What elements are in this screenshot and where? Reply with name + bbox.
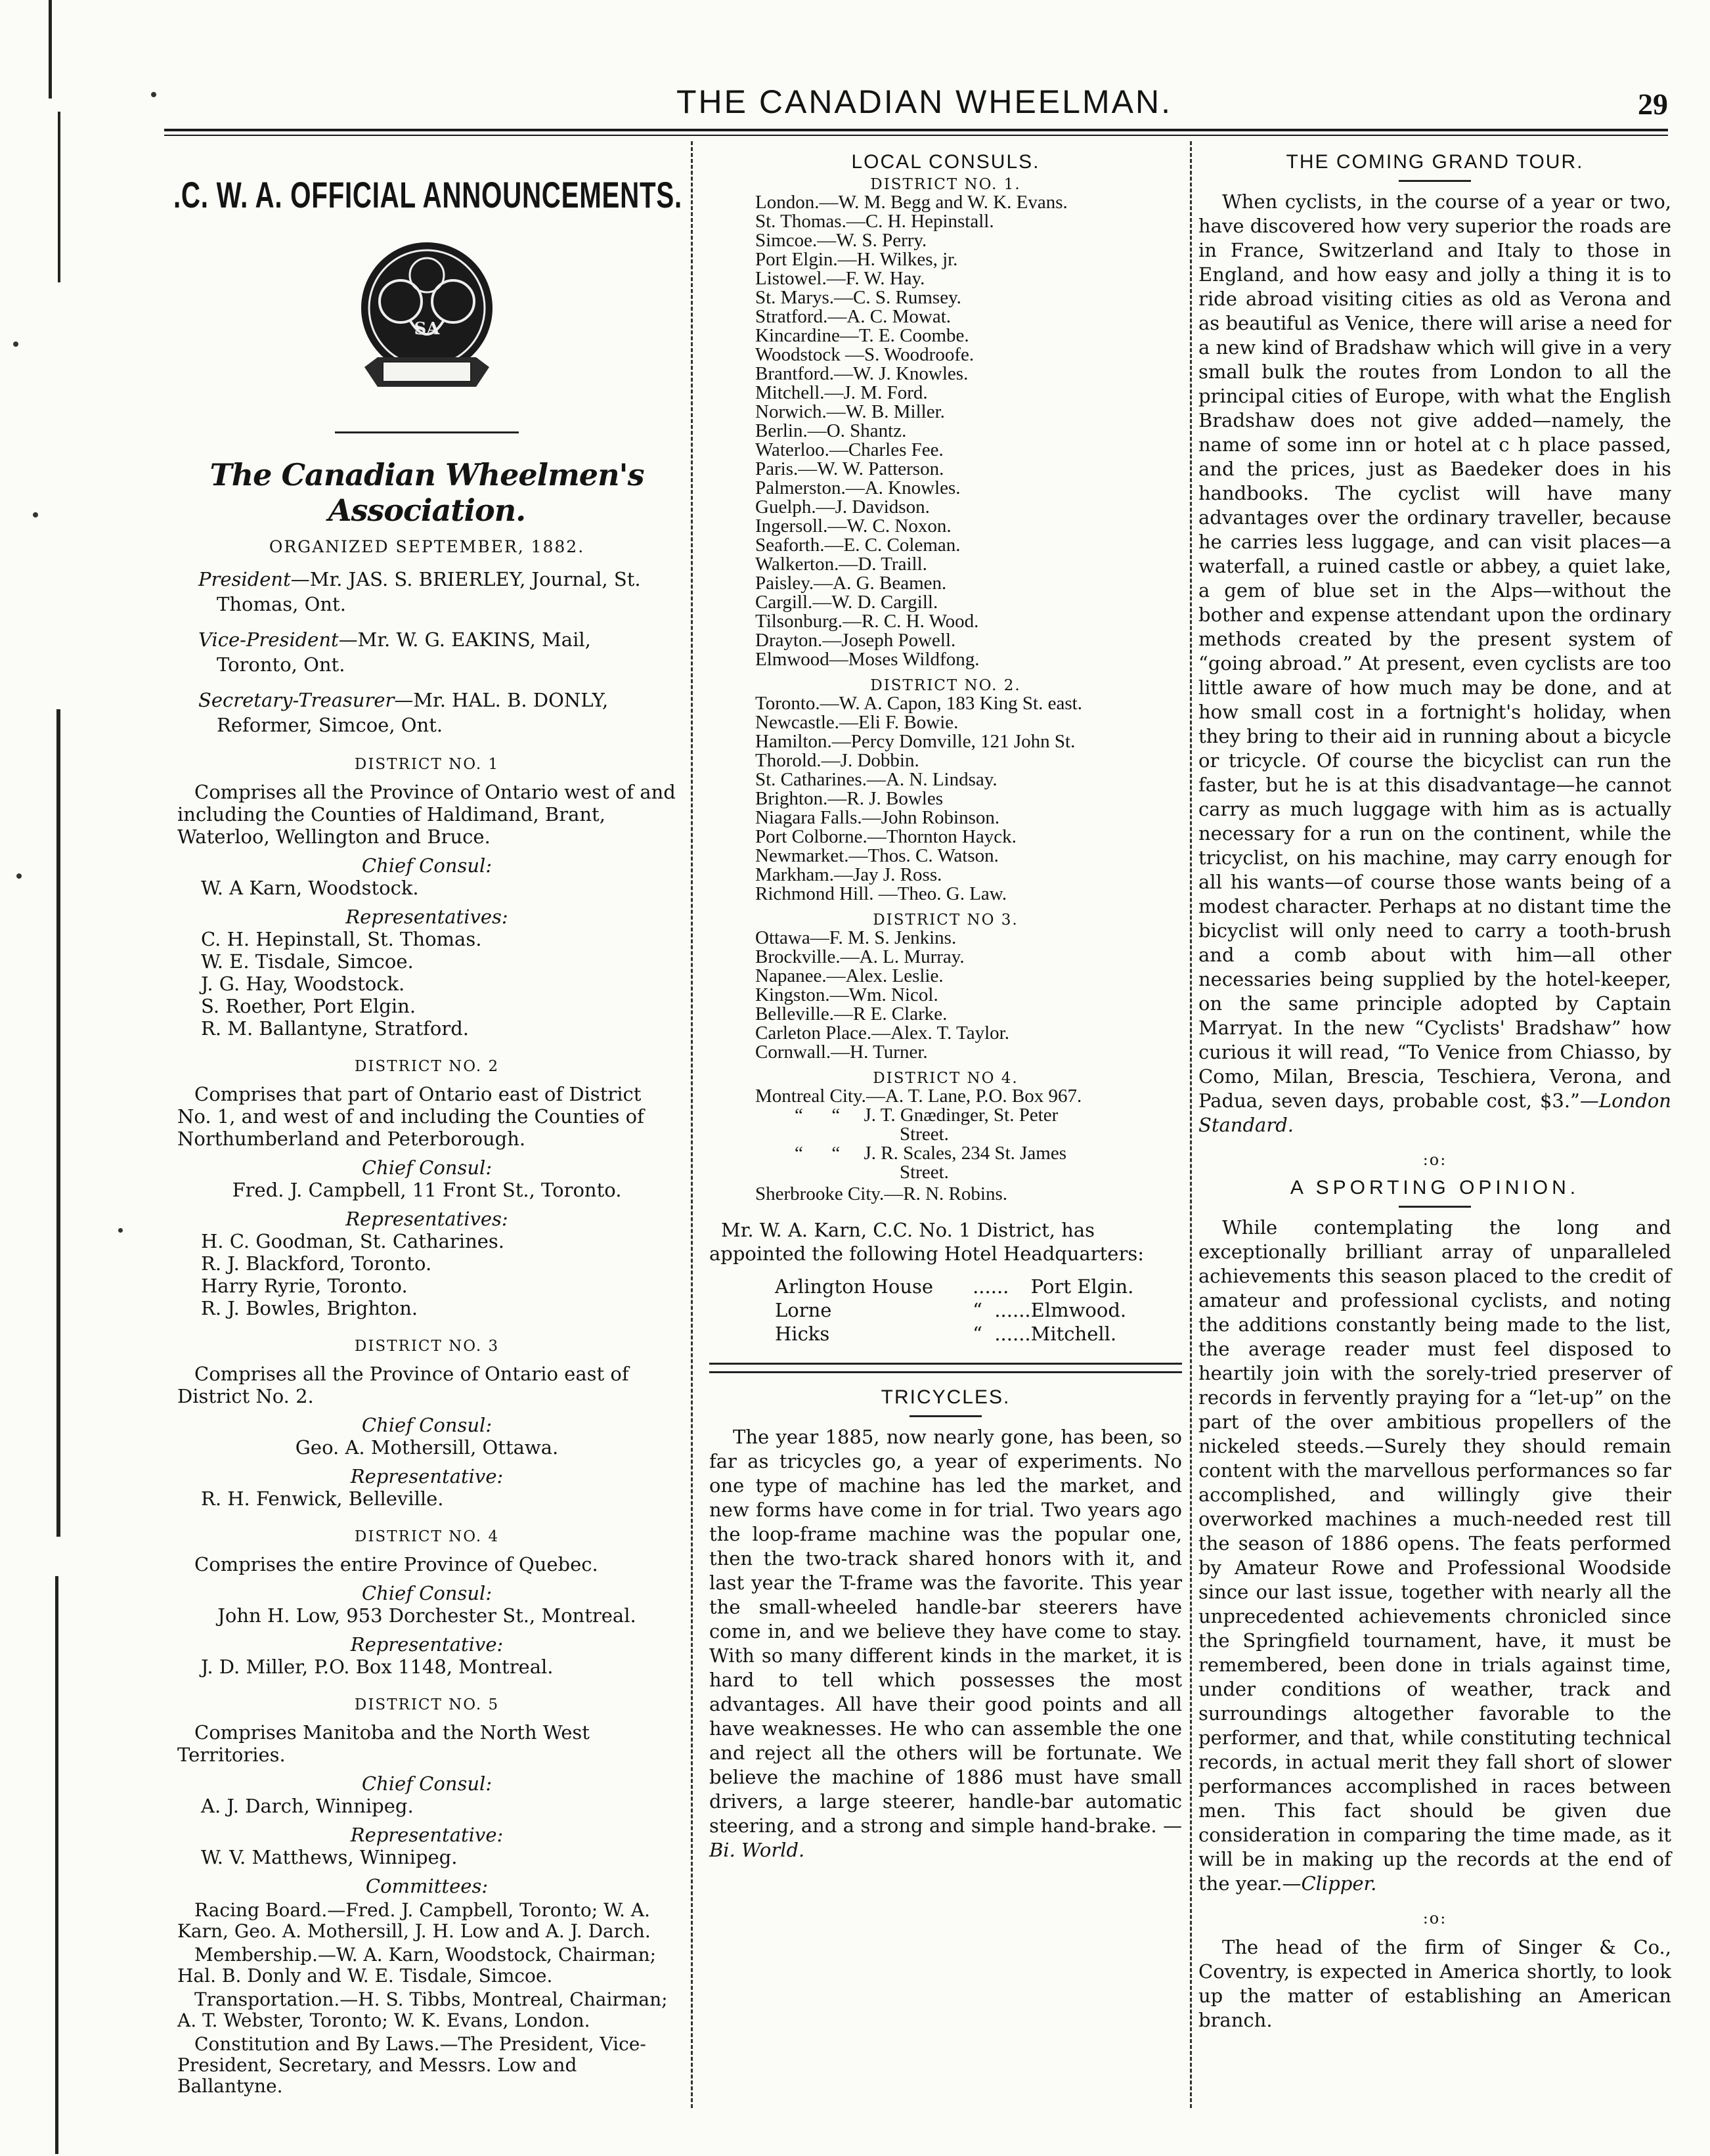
representative: R. H. Fenwick, Belleville.	[201, 1487, 444, 1510]
consul-entry: Guelph.—J. Davidson.	[755, 496, 930, 517]
officer-title: President	[198, 568, 291, 590]
consul-entry: Norwich.—W. B. Miller.	[755, 401, 945, 422]
consul-entry: Hamilton.—Percy Domville, 121 John St.	[755, 731, 1076, 752]
consul-entry: Cargill.—W. D. Cargill.	[755, 592, 938, 613]
consul-entry: Paris.—W. W. Patterson.	[755, 458, 944, 479]
representative: J. G. Hay, Woodstock.	[201, 973, 405, 995]
representatives-label: Representative:	[350, 1465, 504, 1487]
representative: H. C. Goodman, St. Catharines.	[201, 1230, 505, 1252]
consul-entry: Montreal City.—A. T. Lane, P.O. Box 967.	[755, 1086, 1082, 1107]
chief-consul: Geo. A. Mothersill, Ottawa.	[295, 1436, 559, 1459]
chief-consul: Fred. J. Campbell, 11 Front St., Toronto.	[232, 1179, 622, 1201]
hotel-row	[775, 1275, 1133, 1298]
article-source: —Bi. World.	[709, 1815, 1183, 1861]
consul-entry: “ “ J. R. Scales, 234 St. James	[795, 1143, 1067, 1164]
consul-entry: Palmerston.—A. Knowles.	[755, 477, 961, 498]
district-heading: DISTRICT NO 4.	[873, 1070, 1019, 1087]
consul-entry: Brantford.—W. J. Knowles.	[755, 363, 969, 384]
left-column	[173, 151, 682, 2097]
consul-entry: St. Thomas.—C. H. Hepinstall.	[755, 211, 994, 232]
hotel-table	[775, 1275, 1133, 1346]
singer-notice: The head of the firm of Singer & Co., Coventry, is expected in America shortly, to look up the matter of establishing an American branch.	[1198, 1936, 1671, 2031]
district-3	[177, 1338, 676, 1510]
consul-entry: Drayton.—Joseph Powell.	[755, 630, 956, 651]
article-source: —London Standard.	[1198, 1089, 1671, 1136]
district-comprises: Comprises Manitoba and the North West Territories.	[177, 1721, 590, 1766]
consul-entry: Newcastle.—Eli F. Bowie.	[755, 712, 959, 733]
district-heading: DISTRICT NO. 2.	[870, 677, 1021, 694]
district-heading: DISTRICT NO 3.	[873, 912, 1019, 929]
masthead-rule	[164, 129, 1668, 131]
announcements-heading: .C. W. A. OFFICIAL ANNOUNCEMENTS.	[173, 174, 682, 215]
representative: S. Roether, Port Elgin.	[201, 995, 416, 1017]
edge-dot	[13, 341, 18, 347]
edge-line	[58, 112, 60, 282]
officer-text: —Mr. HAL. B. DONLY, Reformer, Simcoe, Ont.	[217, 689, 609, 736]
consul-entry: Sherbrooke City.—R. N. Robins.	[755, 1183, 1007, 1204]
chief-consul-label: Chief Consul:	[361, 1582, 493, 1604]
officer-vice-president	[177, 627, 676, 677]
consul-entry-cont: Street.	[900, 1124, 949, 1145]
committees-label: Committees:	[365, 1875, 489, 1897]
district-comprises: Comprises that part of Ontario east of District No. 1, and west of and including the Counties of Northumberland and Peterborough.	[177, 1083, 644, 1150]
district-heading: DISTRICT NO. 1	[354, 756, 500, 773]
consul-entry: Port Colborne.—Thornton Hayck.	[755, 826, 1017, 847]
column-divider	[1190, 141, 1192, 2108]
hotel-dots: “ ......	[973, 1323, 1031, 1345]
consul-entry: Berlin.—O. Shantz.	[755, 420, 907, 441]
district-comprises: Comprises the entire Province of Quebec.	[194, 1553, 598, 1575]
hotel-place: Mitchell.	[1030, 1323, 1117, 1345]
consul-entry: Carleton Place.—Alex. T. Taylor.	[755, 1023, 1009, 1044]
chief-consul: John H. Low, 953 Dorchester St., Montreal.	[217, 1604, 636, 1627]
representative: C. H. Hepinstall, St. Thomas.	[201, 928, 482, 950]
edge-line	[55, 1576, 58, 2154]
consul-entry: Niagara Falls.—John Robinson.	[755, 807, 1000, 828]
local-consuls-title: LOCAL CONSULS.	[851, 151, 1040, 173]
cwa-logo	[177, 236, 676, 413]
representatives-label: Representatives:	[345, 906, 508, 928]
article-text: While contemplating the long and exceptionally brilliant array of unparalleled achievements this season placed to the credit of amateur and professional cyclists, and noting the additions constantly being made to the list, the average reader must feel disposed to heartily join with the sorely-tried preserver of records in fervently praying for a “let-up” on the part of the over ambitious propellers of the nickeled steeds.—Surely they should remain content with the marvellous performances so far accomplished, and willingly give their overworked machines a much-needed rest till the season of 1886 opens. The feats performed by Amateur Rowe and Professional Woodside since our last issue, together with nearly all the unprecedented achievements chronicled since the Springfield tournament, have, it must be remembered, been done in trials against time, under conditions of weather, track and surroundings altogether favorable to the performer, and that, while constituting technical records, in actual merit they fall short of slower performances accomplished in races between men. This fact should be given due consideration in comparing the time made, as it will be in making up the records at the end of the year.	[1198, 1216, 1671, 1895]
chief-consul-label: Chief Consul:	[361, 854, 493, 877]
middle-column	[709, 151, 1182, 1862]
consul-list-district-1	[709, 193, 1182, 669]
consul-entry: Ottawa—F. M. S. Jenkins.	[755, 927, 957, 948]
consul-list-district-2	[709, 694, 1182, 904]
representative: R. J. Bowles, Brighton.	[201, 1297, 418, 1319]
tricycles-title: TRICYCLES.	[881, 1386, 1011, 1408]
wheel-emblem-icon	[351, 236, 502, 407]
officer-title: Vice-President	[198, 628, 339, 651]
consul-entry-cont: Street.	[900, 1162, 949, 1183]
sporting-opinion-title: A SPORTING OPINION.	[1290, 1177, 1580, 1199]
divider	[335, 431, 519, 433]
consul-entry: Kincardine—T. E. Coombe.	[755, 325, 969, 346]
consul-entry: Cornwall.—H. Turner.	[755, 1042, 928, 1063]
consul-entry: Belleville.—R E. Clarke.	[755, 1003, 948, 1024]
edge-dot	[33, 512, 38, 517]
district-4	[177, 1528, 676, 1678]
grand-tour-article	[1198, 190, 1671, 1137]
consul-entry: Newmarket.—Thos. C. Watson.	[755, 845, 999, 866]
consul-entry: St. Marys.—C. S. Rumsey.	[755, 287, 961, 308]
consul-entry: Napanee.—Alex. Leslie.	[755, 965, 944, 986]
hotel-dots: “ ......	[973, 1299, 1031, 1321]
page-number: 29	[1638, 87, 1668, 121]
chief-consul-label: Chief Consul:	[361, 1156, 493, 1179]
consul-entry: Brighton.—R. J. Bowles	[755, 788, 943, 809]
representative: R. M. Ballantyne, Stratford.	[201, 1017, 469, 1040]
district-heading: DISTRICT NO. 3	[354, 1338, 500, 1355]
consul-entry: Markham.—Jay J. Ross.	[755, 864, 942, 885]
svg-text:SA: SA	[414, 319, 440, 339]
representatives-label: Representative:	[350, 1824, 504, 1846]
district-5	[177, 1696, 676, 1868]
consul-entry: Kingston.—Wm. Nicol.	[755, 984, 938, 1005]
hotel-row	[775, 1322, 1133, 1346]
officer-text: —Mr. W. G. EAKINS, Mail, Toronto, Ont.	[217, 628, 591, 676]
hotel-place: Elmwood.	[1030, 1299, 1127, 1321]
district-2	[177, 1058, 676, 1319]
masthead-title: THE CANADIAN WHEELMAN.	[676, 83, 1172, 120]
edge-dot	[118, 1228, 123, 1233]
chief-consul: A. J. Darch, Winnipeg.	[201, 1795, 414, 1817]
right-column	[1198, 151, 1671, 2033]
separator: :o:	[1422, 1151, 1447, 1169]
consul-list-district-3	[709, 929, 1182, 1062]
separator: :o:	[1422, 1909, 1447, 1927]
consul-entry: Elmwood—Moses Wildfong.	[755, 649, 980, 670]
consul-entry: Tilsonburg.—R. C. H. Wood.	[755, 611, 979, 632]
hotel-place: Port Elgin.	[1030, 1275, 1134, 1298]
hotel-intro: Mr. W. A. Karn, C.C. No. 1 District, has appointed the following Hotel Headquarters:	[709, 1219, 1144, 1265]
consul-entry: Brockville.—A. L. Murray.	[755, 946, 965, 967]
organized-date: ORGANIZED SEPTEMBER, 1882.	[269, 537, 585, 556]
committee-racing-board: Racing Board.—Fred. J. Campbell, Toronto; W. A. Karn, Geo. A. Mothersill, J. H. Low and A. J. Darch.	[177, 1899, 651, 1942]
column-divider	[691, 141, 693, 2108]
representative: W. E. Tisdale, Simcoe.	[201, 950, 414, 973]
section-divider	[709, 1363, 1182, 1373]
district-heading: DISTRICT NO. 4	[354, 1528, 500, 1545]
consul-entry: Simcoe.—W. S. Perry.	[755, 230, 927, 251]
district-heading: DISTRICT NO. 5	[354, 1696, 500, 1713]
consul-entry: Richmond Hill. —Theo. G. Law.	[755, 883, 1007, 904]
divider	[1399, 1206, 1471, 1208]
representative: Harry Ryrie, Toronto.	[201, 1275, 408, 1297]
sporting-opinion-article	[1198, 1216, 1671, 1896]
consul-entry: Listowel.—F. W. Hay.	[755, 268, 925, 289]
article-text: When cyclists, in the course of a year or two, have discovered how very superior the roads are in France, Switzerland and Italy to those in England, and how easy and jolly a thing it is to ride abroad visiting cities as old as Verona and as beautiful as Venice, there will arise a need for a new kind of Bradshaw which will give in a very small bulk the routes from London to all the principal cities of Europe, with what the English Bradshaw does not give added—namely, the name of some inn or hotel at c h place passed, and the prices, just as Baedeker does in his handbooks. The cyclist will have many advantages over the ordinary traveller, because he carries less luggage, and can visit places—a waterfall, a ruined castle or abbey, a quiet lake, a gem of blue set in the Alps—without the bother and expense attendant upon the ordinary methods created by the present system of “going abroad.” At present, even cyclists are too little aware of how much may be done, and at how small cost in a fortnight's holiday, when they bring to their aid in running about a bicycle or tricycle. Of course the bicyclist can run the faster, but he is at this disadvantage—he cannot carry as much luggage with him as is actually necessary for a run on the continent, while the tricyclist, on his machine, may carry enough for all his wants—of course those wants being of a modest character. Perhaps at no distant time the bicyclist will only need to carry a tooth-brush and a comb about with him—all other necessaries being supplied by the hotel-keeper, on the same principle adopted by Captain Marryat. In the new “Cyclists' Bradshaw” how curious it will read, “To Venice from Chiasso, by Como, Milan, Brescia, Teschiera, Verona, and Padua, seven days, probable cost, $3.”	[1198, 190, 1671, 1112]
consul-entry: Thorold.—J. Dobbin.	[755, 750, 919, 771]
grand-tour-title: THE COMING GRAND TOUR.	[1286, 151, 1584, 173]
consul-entry: Woodstock —S. Woodroofe.	[755, 344, 975, 365]
consul-entry: St. Catharines.—A. N. Lindsay.	[755, 769, 998, 790]
chief-consul-label: Chief Consul:	[361, 1772, 493, 1795]
hotel-dots: ......	[973, 1275, 1009, 1298]
consul-entry: Toronto.—W. A. Capon, 183 King St. east.	[755, 693, 1082, 714]
chief-consul: W. A Karn, Woodstock.	[201, 877, 419, 899]
hotel-name: Arlington House	[775, 1275, 934, 1298]
representative: W. V. Matthews, Winnipeg.	[201, 1846, 458, 1868]
hotel-name: Lorne	[775, 1299, 832, 1321]
association-name: The Canadian Wheelmen's Association.	[209, 457, 644, 528]
masthead	[164, 83, 1668, 129]
tricycles-article	[709, 1425, 1182, 1862]
officer-secretary-treasurer	[177, 688, 676, 737]
article-source: —Clipper.	[1282, 1872, 1377, 1895]
article-text: The year 1885, now nearly gone, has been, so far as tricycles go, a year of experiments. No one type of machine has led the market, and new forms have come in for trial. Two years ago the loop-frame machine was the popular one, then the two-track shared honors with it, and last year the T-frame was the favorite. This year the small-wheeled handle-bar steerers have come in, and we believe they have come to stay. With so many different kinds in the market, it is hard to tell which possesses the most advantages. All have their good points and all have weaknesses. He who can assemble the one and reject all the others will be fortunate. We believe the machine of 1886 must have small drivers, a large steerer, handle-bar automatic steering, and a strong and simple hand-brake.	[709, 1426, 1182, 1837]
divider	[910, 1415, 982, 1417]
chief-consul-label: Chief Consul:	[361, 1414, 493, 1436]
consul-entry: Walkerton.—D. Traill.	[755, 554, 927, 575]
representative: J. D. Miller, P.O. Box 1148, Montreal.	[201, 1656, 554, 1678]
consul-entry: Waterloo.—Charles Fee.	[755, 439, 944, 460]
committee-constitution: Constitution and By Laws.—The President, Vice-President, Secretary, and Messrs. Low and Ballantyne.	[177, 2033, 646, 2097]
district-1	[177, 756, 676, 1040]
consul-entry: Stratford.—A. C. Mowat.	[755, 306, 952, 327]
committee-membership: Membership.—W. A. Karn, Woodstock, Chairman; Hal. B. Donly and W. E. Tisdale, Simcoe.	[177, 1944, 657, 1987]
edge-line	[56, 709, 60, 1537]
masthead-rule	[164, 135, 1668, 136]
officer-president	[177, 567, 676, 617]
district-comprises: Comprises all the Province of Ontario east of District No. 2.	[177, 1363, 629, 1407]
officer-title: Secretary-Treasurer	[198, 689, 395, 711]
representatives-label: Representative:	[350, 1633, 504, 1656]
edge-line	[49, 0, 52, 99]
divider	[1399, 180, 1471, 182]
committee-transportation: Transportation.—H. S. Tibbs, Montreal, Chairman; A. T. Webster, Toronto; W. K. Evans, London.	[177, 1989, 668, 2031]
district-heading: DISTRICT NO. 2	[354, 1058, 500, 1075]
district-heading: DISTRICT NO. 1.	[870, 176, 1021, 193]
representatives-label: Representatives:	[345, 1208, 508, 1230]
consul-entry: Ingersoll.—W. C. Noxon.	[755, 516, 952, 537]
hotel-row	[775, 1298, 1133, 1322]
district-comprises: Comprises all the Province of Ontario west of and including the Counties of Haldimand, Brant, Waterloo, Wellington and Bruce.	[177, 781, 676, 848]
consul-entry: London.—W. M. Begg and W. K. Evans.	[755, 192, 1068, 213]
consul-entry: Seaforth.—E. C. Coleman.	[755, 535, 961, 556]
consul-entry: Port Elgin.—H. Wilkes, jr.	[755, 249, 958, 270]
consul-entry: Paisley.—A. G. Beamen.	[755, 573, 947, 594]
hotel-name: Hicks	[775, 1323, 830, 1345]
representative: R. J. Blackford, Toronto.	[201, 1252, 432, 1275]
scan-edge	[0, 0, 85, 2156]
edge-dot	[16, 873, 22, 879]
consul-entry: Mitchell.—J. M. Ford.	[755, 382, 928, 403]
officer-text: —Mr. JAS. S. BRIERLEY, Journal, St. Thomas, Ont.	[217, 568, 641, 615]
consul-entry: “ “ J. T. Gnædinger, St. Peter	[795, 1105, 1059, 1126]
edge-dot	[151, 92, 156, 97]
